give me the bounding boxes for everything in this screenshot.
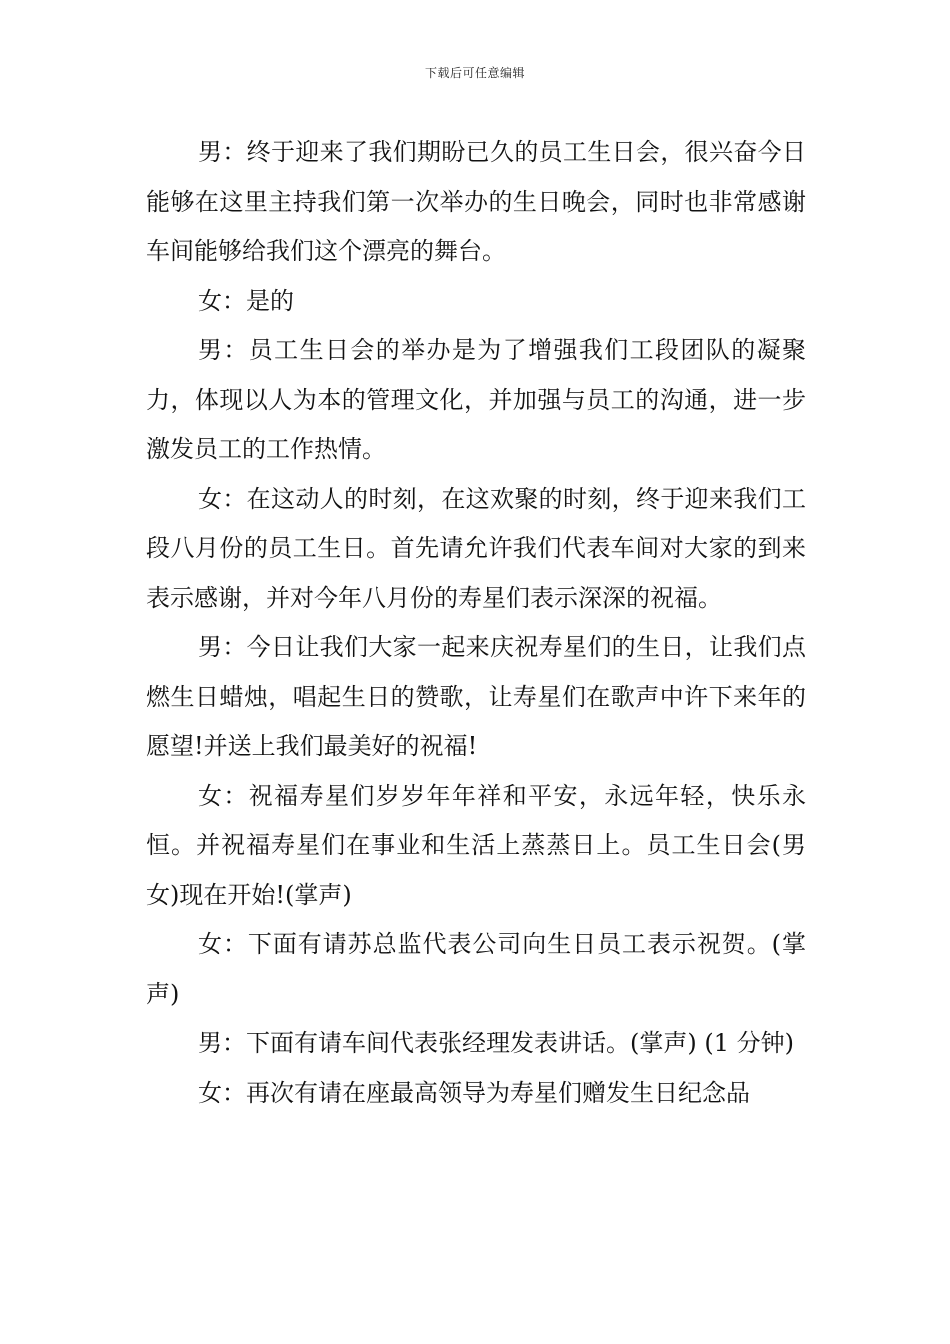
paragraph: 女：祝福寿星们岁岁年年祥和平安，永远年轻，快乐永恒。并祝福寿星们在事业和生活上蒸蒸日上。员工生日会(男女)现在开始!(掌声) [146, 781, 806, 909]
paragraph: 男：今日让我们大家一起来庆祝寿星们的生日，让我们点燃生日蜡烛，唱起生日的赞歌，让寿星们在歌声中许下来年的愿望!并送上我们最美好的祝福! [146, 633, 806, 760]
paragraph: 女：是的 [198, 286, 294, 315]
document-body [146, 128, 806, 1118]
paragraph: 男：终于迎来了我们期盼已久的员工生日会，很兴奋今日能够在这里主持我们第一次举办的生日晚会，同时也非常感谢车间能够给我们这个漂亮的舞台。 [146, 138, 806, 265]
paragraph: 女：再次有请在座最高领导为寿星们赠发生日纪念品 [198, 1078, 750, 1107]
paragraph: 男：员工生日会的举办是为了增强我们工段团队的凝聚力，体现以人为本的管理文化，并加强与员工的沟通，进一步激发员工的工作热情。 [146, 336, 806, 463]
paragraph: 女：在这动人的时刻，在这欢聚的时刻，终于迎来我们工段八月份的员工生日。首先请允许我们代表车间对大家的到来表示感谢，并对今年八月份的寿星们表示深深的祝福。 [146, 484, 806, 612]
page-header: 下载后可任意编辑 [424, 66, 525, 80]
paragraph: 男：下面有请车间代表张经理发表讲话。(掌声) (1 分钟) [198, 1029, 794, 1057]
paragraph: 女：下面有请苏总监代表公司向生日员工表示祝贺。(掌声) [146, 930, 806, 1008]
